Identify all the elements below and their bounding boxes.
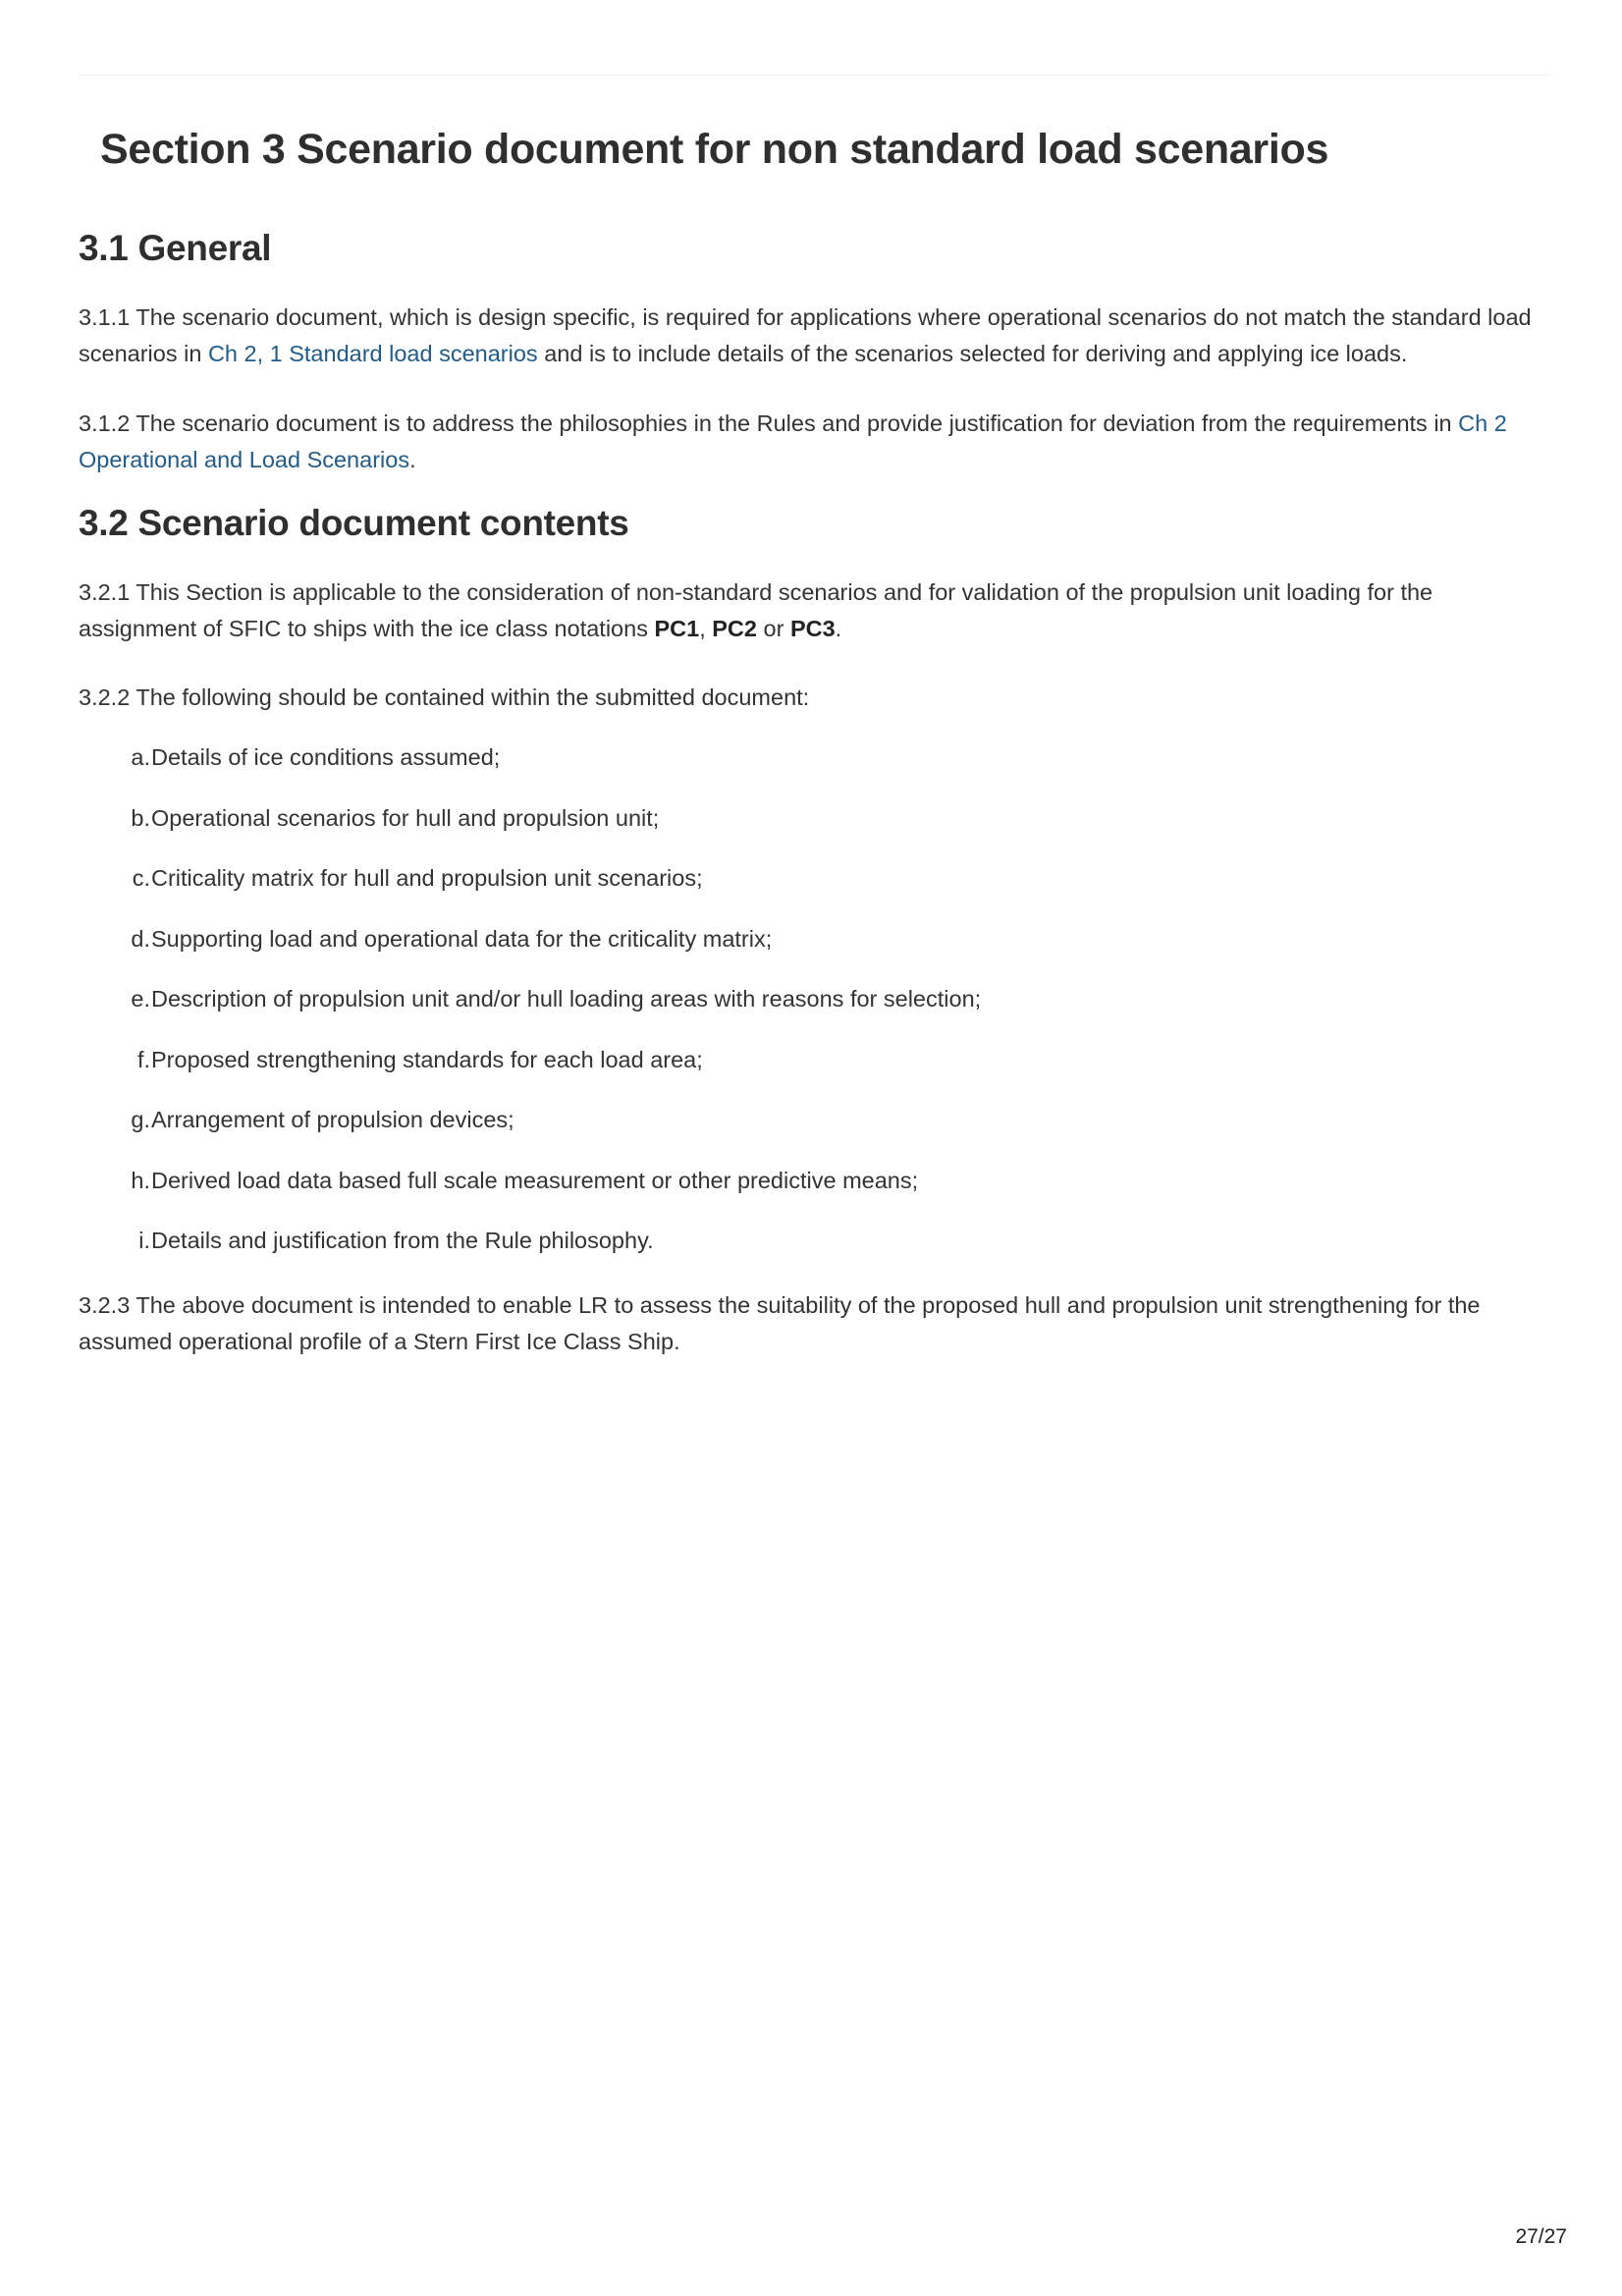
paragraph-3-1-1-text: 3.1.1 The scenario document, which is design specific, is required for applications where operational scenarios do not match the standard load scenarios in (79, 304, 1532, 366)
list-item-text: Details of ice conditions assumed; (151, 744, 501, 770)
list-item (79, 800, 1551, 837)
list-marker: a. (131, 744, 150, 770)
link-ch2-standard-load-scenarios[interactable]: Ch 2, 1 Standard load scenarios (207, 341, 538, 366)
list-item (79, 921, 1551, 957)
list-marker: b. (131, 805, 150, 831)
list-item (79, 1102, 1551, 1138)
list-marker: e. (131, 986, 150, 1011)
list-item-text: Criticality matrix for hull and propulsion unit scenarios; (151, 865, 703, 891)
paragraph-3-1-2-text: 3.1.2 The scenario document is to address the philosophies in the Rules and provide justification for deviation from the requirements in (79, 410, 1459, 436)
list-item-text: Supporting load and operational data for the criticality matrix; (151, 926, 773, 952)
list-item-text: Proposed strengthening standards for each load area; (151, 1047, 703, 1072)
paragraph-3-1-1-text-end: and is to include details of the scenarios selected for deriving and applying ice loads. (537, 341, 1408, 366)
notation-pc1: PC1 (654, 616, 700, 641)
page-number: 27/27 (1515, 2225, 1567, 2248)
list-marker: d. (131, 926, 150, 952)
list-marker: f. (136, 1047, 150, 1072)
heading-scenario-document-contents: 3.2 Scenario document contents (79, 503, 629, 543)
list-marker: c. (132, 865, 150, 891)
list-marker: h. (131, 1168, 150, 1193)
paragraph-3-1-2-text-end: . (409, 447, 416, 472)
list-marker: i. (138, 1228, 150, 1253)
list-item-text: Arrangement of propulsion devices; (151, 1107, 514, 1132)
list-item (79, 739, 1551, 776)
section-title: Section 3 Scenario document for non standard load scenarios (100, 126, 1329, 173)
list-item (79, 981, 1551, 1017)
link-ch2-operational-and-load-scenarios[interactable]: Ch 2 Operational and Load Scenarios (79, 410, 1507, 472)
paragraph-3-2-1-text: 3.2.1 This Section is applicable to the consideration of non-standard scenarios and for validation of the propulsion unit loading for the assignment of SFIC to ships with the ice class notations (79, 579, 1433, 641)
notation-pc3: PC3 (789, 616, 836, 641)
list-marker: g. (131, 1107, 150, 1132)
list-item-text: Operational scenarios for hull and propulsion unit; (151, 805, 660, 831)
header-divider (79, 75, 1551, 76)
list-item (79, 1042, 1551, 1078)
list-item-text: Derived load data based full scale measurement or other predictive means; (151, 1168, 919, 1193)
list-item (79, 1163, 1551, 1199)
notation-separator: or (756, 616, 790, 641)
notation-pc2: PC2 (712, 616, 757, 641)
paragraph-3-2-1 (79, 574, 1551, 647)
paragraph-3-1-2 (79, 406, 1551, 478)
heading-general: 3.1 General (79, 228, 272, 268)
list-item-text: Description of propulsion unit and/or hull loading areas with reasons for selection; (151, 986, 982, 1011)
list-item (79, 1223, 1551, 1259)
paragraph-3-2-1-text-end: . (835, 616, 842, 641)
paragraph-3-1-1 (79, 300, 1551, 372)
notation-separator: , (699, 616, 713, 641)
list-item-text: Details and justification from the Rule philosophy. (151, 1228, 654, 1253)
list-item (79, 860, 1551, 897)
paragraph-3-2-3: 3.2.3 The above document is intended to enable LR to assess the suitability of the proposed hull and propulsion unit strengthening for the assumed operational profile of a Stern First Ice Class Ship. (79, 1292, 1481, 1354)
paragraph-3-2-2: 3.2.2 The following should be contained within the submitted document: (79, 684, 810, 710)
